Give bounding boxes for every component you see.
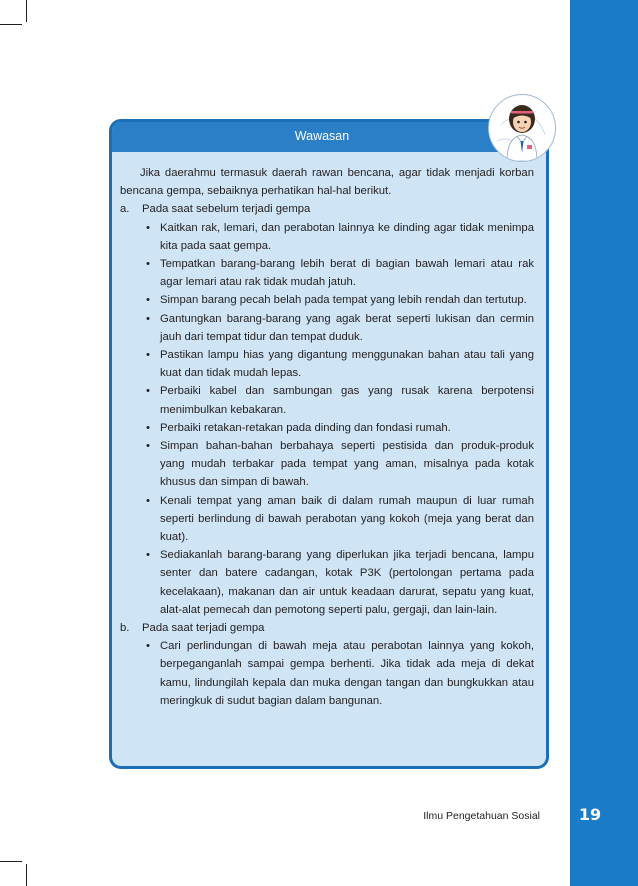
side-strip <box>570 0 638 886</box>
crop-mark <box>0 24 22 25</box>
list-item: • Kaitkan rak, lemari, dan perabotan lainnya ke dinding agar tidak menimpa kita pada saat gempa. <box>120 219 534 255</box>
list-item: • Sediakanlah barang-barang yang diperlukan jika terjadi bencana, lampu senter dan batere cadangan, kotak P3K (pertolongan pertama pada kecelakaan), makanan dan air untuk keadaan darurat, sepatu yang kuat, alat-alat pemecah dan pemotong seperti palu, gergaji, dan lain-lain. <box>120 546 534 619</box>
avatar-illustration <box>489 95 555 161</box>
section-letter: b. <box>120 622 130 635</box>
list-item: • Pastikan lampu hias yang digantung menggunakan bahan atau tali yang kuat dan tidak mudah lepas. <box>120 346 534 382</box>
section-title: Pada saat terjadi gempa <box>142 622 265 635</box>
box-title: Wawasan <box>294 129 350 143</box>
list-item: • Gantungkan barang-barang yang agak berat seperti lukisan dan cermin jauh dari tempat tidur dan tempat duduk. <box>120 310 534 346</box>
list-item: • Simpan barang pecah belah pada tempat yang lebih rendah dan tertutup. <box>120 291 534 309</box>
section-letter: a. <box>120 203 130 216</box>
list-item: • Perbaiki retakan-retakan pada dinding dan fondasi rumah. <box>120 419 534 437</box>
footer-subject: Ilmu Pengetahuan Sosial <box>423 810 540 822</box>
list-item: • Tempatkan barang-barang lebih berat di bagian bawah lemari atau rak agar lemari atau rak tidak mudah jatuh. <box>120 255 534 291</box>
box-content <box>120 164 534 710</box>
page-number: 19 <box>578 805 602 824</box>
crop-mark <box>26 864 27 886</box>
bullet-list <box>120 219 534 619</box>
list-item: • Cari perlindungan di bawah meja atau perabotan lainnya yang kokoh, berpeganganlah sampai gempa berhenti. Jika tidak ada meja di dekat kamu, lindungilah kepala dan muka dengan tangan dan bungkukkan atau meringkuk di sudut bagian dalam bangunan. <box>120 637 534 710</box>
list-item: • Simpan bahan-bahan berbahaya seperti pestisida dan produk-produk yang mudah terbakar pada tempat yang aman, misalnya pada kotak khusus dan simpan di bawah. <box>120 437 534 492</box>
girl-student-avatar-icon <box>488 94 556 162</box>
intro-paragraph: Jika daerahmu termasuk daerah rawan bencana, agar tidak menjadi korban bencana gempa, sebaiknya perhatikan hal-hal berikut. <box>120 167 534 198</box>
bullet-list <box>120 637 534 710</box>
crop-mark <box>26 0 27 22</box>
list-item: • Kenali tempat yang aman baik di dalam rumah maupun di luar rumah seperti berlindung di bawah perabotan yang kokoh (meja yang berat dan kuat). <box>120 492 534 547</box>
section-heading <box>120 200 534 218</box>
section-title: Pada saat sebelum terjadi gempa <box>142 203 311 216</box>
section-heading <box>120 619 534 637</box>
box-header <box>112 122 546 152</box>
list-item: • Perbaiki kabel dan sambungan gas yang rusak karena berpotensi menimbulkan kebakaran. <box>120 382 534 418</box>
crop-mark <box>0 861 22 862</box>
